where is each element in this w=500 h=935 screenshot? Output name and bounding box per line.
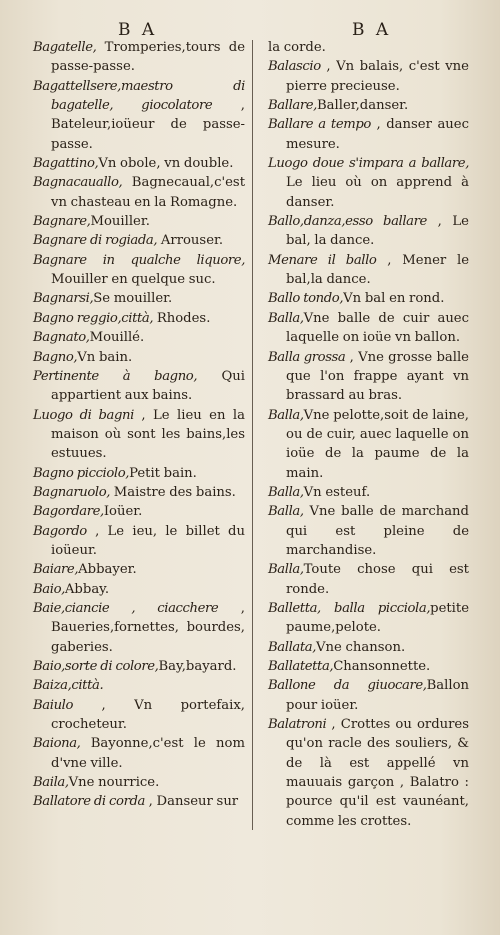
entry-definition: Bayonne,c'est le nom d'vne ville. — [51, 736, 245, 771]
entry-definition: Qui appartient aux bains. — [51, 368, 245, 404]
entry-headword: Ballare, — [268, 98, 317, 114]
dictionary-entry — [33, 464, 245, 483]
entry-headword: Bagordare, — [33, 504, 104, 520]
dictionary-entry — [268, 657, 469, 676]
entry-definition: Vn bain. — [77, 349, 133, 365]
entry-definition: , Bateleur,ioüeur de passe-passe. — [51, 98, 245, 152]
entry-headword: Bagno reggio,città, — [33, 310, 154, 326]
entry-headword: Baila, — [33, 775, 69, 791]
entry-definition: Rhodes. — [153, 310, 211, 326]
entry-definition: Le lieu où on apprend à danser. — [286, 175, 469, 210]
dictionary-entry — [268, 251, 469, 290]
entry-definition: Vn esteuf. — [303, 484, 371, 500]
entry-definition: Ballon pour ioüer. — [286, 678, 469, 713]
dictionary-entry — [33, 367, 245, 406]
entry-headword: Balla, — [268, 562, 304, 578]
dictionary-entry — [268, 483, 469, 502]
entry-headword: Baiona, — [33, 736, 81, 752]
entry-definition: , Crottes ou ordures qu'on racle des souliers, & de là est appellé vn mauuais garçon , Balatro : pource qu'il est vaunéant, comme les crottes. — [286, 717, 469, 829]
entry-definition: petite paume,pelote. — [286, 600, 469, 636]
dictionary-entry — [33, 580, 245, 599]
dictionary-entry — [33, 77, 245, 154]
entry-definition: , Vn portefaix, crocheteur. — [51, 697, 245, 733]
entry-definition: , Vne grosse balle que l'on frappe ayant vn brassard au bras. — [286, 349, 469, 404]
entry-definition: Vne balle de cuir auec laquelle on ioüe vn ballon. — [286, 310, 469, 346]
entry-headword: Balla, — [268, 484, 304, 500]
entry-definition: Chansonnette. — [333, 659, 431, 674]
entry-definition: Arrouser. — [157, 233, 224, 249]
entry-headword: Baiare, — [33, 562, 79, 578]
entry-definition: Tromperies,tours de passe-passe. — [51, 40, 245, 75]
entry-definition: Mouiller. — [90, 214, 150, 230]
dictionary-entry — [268, 406, 469, 483]
entry-headword: Balla, — [268, 310, 304, 326]
entry-definition: Ioüer. — [103, 504, 143, 520]
dictionary-entry — [33, 38, 245, 77]
dictionary-entry — [268, 115, 469, 154]
entry-definition: , Vn balais, c'est vne pierre precieuse. — [286, 59, 469, 94]
dictionary-entry — [268, 154, 469, 212]
dictionary-entry — [33, 483, 245, 502]
dictionary-entry — [33, 696, 245, 735]
right-column — [268, 38, 469, 831]
entry-definition: Vn bal en rond. — [343, 291, 445, 307]
entry-headword: Ballata, — [268, 639, 317, 655]
entry-definition: , Le bal, la dance. — [286, 214, 469, 249]
dictionary-entry — [268, 502, 469, 560]
entry-headword: Ballone da giuocare, — [268, 678, 427, 694]
entry-headword: Bagattellsere,maestro di bagatelle, giocolatore — [33, 78, 245, 114]
entry-definition: Se mouiller. — [93, 291, 173, 307]
entry-headword: Bagordo — [33, 523, 87, 539]
dictionary-entry — [33, 212, 245, 231]
dictionary-entry — [33, 328, 245, 347]
dictionary-entry — [268, 599, 469, 638]
entry-headword: Balla, — [268, 504, 304, 520]
entry-definition: , Mener le bal,la dance. — [286, 252, 469, 288]
dictionary-entry — [268, 38, 469, 57]
entry-headword: Bagnato, — [33, 330, 90, 346]
dictionary-entry — [33, 154, 245, 173]
dictionary-entry — [268, 676, 469, 715]
entry-definition: Vne pelotte,soit de laine, ou de cuir, auec laquelle on ioüe de la paume de la main. — [286, 407, 469, 481]
entry-definition: Bay,bayard. — [158, 659, 237, 674]
entry-definition: , danser auec mesure. — [286, 117, 469, 152]
entry-headword: Bagno, — [33, 349, 78, 365]
entry-headword: Ballatore di corda — [33, 794, 145, 810]
dictionary-entry — [33, 792, 245, 811]
entry-headword: Bagnare di rogiada, — [33, 233, 158, 249]
entry-headword: Bagnare, — [33, 214, 91, 230]
entry-definition: , Danseur sur — [144, 794, 239, 810]
dictionary-entry — [33, 502, 245, 521]
entry-headword: Bagatelle, — [33, 40, 97, 55]
dictionary-entry — [33, 599, 245, 657]
entry-headword: Ballatetta, — [268, 659, 334, 674]
entry-headword: Luogo di bagni — [33, 407, 134, 423]
entry-headword: Baio, — [33, 581, 65, 597]
dictionary-entry — [33, 560, 245, 579]
dictionary-entry — [33, 676, 245, 695]
entry-headword: Bagnarsi, — [33, 291, 94, 307]
entry-definition: , Le lieu en la maison où sont les bains,les estuues. — [51, 407, 245, 462]
entry-definition: la corde. — [268, 40, 326, 55]
dictionary-entry — [33, 348, 245, 367]
entry-definition: Vne balle de marchand qui est pleine de marchandise. — [286, 504, 469, 558]
entry-headword: Balascio — [268, 59, 321, 75]
entry-definition: Abbay. — [64, 581, 110, 597]
dictionary-entry — [33, 734, 245, 773]
entry-headword: Ballo tondo, — [268, 291, 344, 307]
entry-definition: Maistre des bains. — [110, 484, 236, 500]
entry-headword: Baio,sorte di colore, — [33, 659, 159, 674]
entry-headword: Bagnacauallo, — [33, 175, 123, 191]
entry-headword: Baie,ciancie , ciacchere — [33, 600, 219, 616]
entry-definition: Abbayer. — [78, 562, 137, 578]
entry-headword: Pertinente à bagno, — [33, 368, 198, 384]
dictionary-entry — [268, 96, 469, 115]
entry-definition: Petit bain. — [129, 465, 197, 481]
dictionary-entry — [268, 212, 469, 251]
entry-definition: Vne chanson. — [316, 639, 406, 655]
dictionary-entry — [33, 251, 245, 290]
dictionary-entry — [268, 715, 469, 831]
entry-headword: Baiza,città. — [33, 678, 104, 694]
entry-definition: Mouillé. — [89, 330, 145, 346]
dictionary-entry — [33, 406, 245, 464]
entry-definition: Vne nourrice. — [68, 775, 160, 791]
column-divider — [252, 40, 253, 830]
entry-headword: Ballare a tempo — [268, 117, 371, 133]
dictionary-entry — [268, 560, 469, 599]
dictionary-entry — [33, 309, 245, 328]
entry-definition: Mouiller en quelque suc. — [51, 272, 216, 288]
entry-headword: Bagno picciolo, — [33, 465, 130, 481]
entry-headword: Bagnaruolo, — [33, 484, 111, 500]
entry-definition: Toute chose qui est ronde. — [286, 562, 469, 597]
dictionary-entry — [33, 231, 245, 250]
header-left: B A — [118, 20, 158, 40]
entry-headword: Balletta, balla picciola, — [268, 600, 431, 616]
dictionary-entry — [33, 522, 245, 561]
entry-headword: Menare il ballo — [268, 252, 377, 268]
entry-definition: , Baueries,fornettes, bourdes, gaberies. — [51, 600, 245, 655]
dictionary-entry — [268, 348, 469, 406]
entry-headword: Balatroni — [268, 717, 327, 733]
dictionary-entry — [268, 638, 469, 657]
dictionary-entry — [33, 173, 245, 212]
entry-headword: Luogo doue s'impara a ballare, — [268, 156, 469, 172]
entry-headword: Bagattino, — [33, 156, 99, 172]
entry-headword: Balla, — [268, 407, 304, 423]
entry-headword: Baiulo — [33, 697, 74, 713]
dictionary-entry — [33, 289, 245, 308]
left-column — [33, 38, 245, 812]
dictionary-entry — [268, 57, 469, 96]
header-right: B A — [352, 20, 392, 40]
entry-definition: Vn obole, vn double. — [98, 156, 234, 172]
entry-headword: Ballo,danza,esso ballare — [268, 214, 427, 230]
entry-definition: , Le ieu, le billet du ioüeur. — [51, 523, 245, 558]
entry-definition: Baller,danser. — [316, 98, 409, 114]
entry-headword: Balla grossa — [268, 349, 346, 365]
dictionary-entry — [268, 309, 469, 348]
dictionary-entry — [33, 657, 245, 676]
entry-definition: Bagnecaual,c'est vn chasteau en la Romagne. — [51, 175, 245, 210]
dictionary-entry — [33, 773, 245, 792]
entry-headword: Bagnare in qualche liquore, — [33, 252, 245, 268]
dictionary-entry — [268, 289, 469, 308]
